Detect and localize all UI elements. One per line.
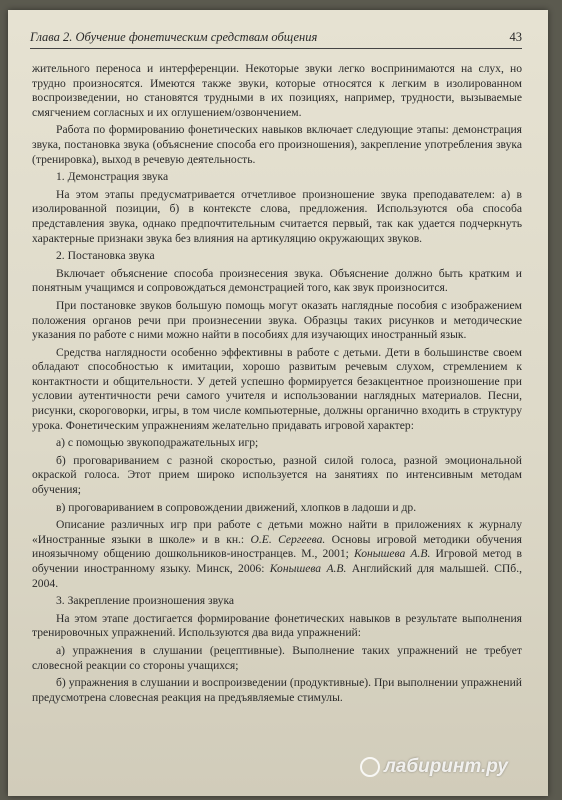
- ref-text: Английский для малышей. СПб., 2004.: [32, 562, 523, 590]
- section-heading: 2. Постановка звука: [56, 249, 155, 263]
- paragraph: При постановке звуков большую помощь могут оказать наглядные пособия с изображением положения органов речи при произнесении звука. Образцы таких рисунков и методические указания по работе с ними можно найти в пособиях для изучающих иностранный язык.: [32, 298, 522, 342]
- section-heading: 3. Закрепление произношения звука: [56, 594, 235, 608]
- paragraph: Средства наглядности особенно эффективны в работе с детьми. Дети в большинстве своем обладают способностью к имитации, хорошо развитым речевым слухом, стремлением к контактности и общительности. У детей успешно формируется безакцентное произношение при условии аутентичности речи самого учителя и использовании наглядных материалов. Песни, рисунки, скороговорки, игры, в том числе компьютерные, должны органично входить в структуру урока. Фонетическим упражнениям желательно придавать игровой характер:: [32, 345, 522, 432]
- ref-text: Описание различных игр при работе с детьми можно найти в приложениях к журналу «Иностранные языки в школе» и в кн.:: [32, 518, 522, 546]
- list-item: а) с помощью звукоподражательных игр;: [56, 436, 259, 450]
- watermark-text: лабиринт.ру: [383, 756, 508, 777]
- labirint-logo-icon: [360, 757, 380, 777]
- paragraph: На этом этапе достигается формирование фонетических навыков в результате выполнения тренировочных упражнений. Используются два вида упражнений:: [32, 611, 522, 640]
- ref-text: Основы игровой методики обучения иноязычному общению дошкольников-иностранцев. М., 2001;: [32, 532, 522, 561]
- running-header: [30, 30, 522, 49]
- ref-author: Конышева А.В.: [269, 562, 347, 575]
- list-item: а) упражнения в слушании (рецептивные). Выполнение таких упражнений не требует словесной реакции со стороны учащихся;: [32, 643, 522, 672]
- chapter-title: Глава 2. Обучение фонетическим средствам общения: [30, 30, 318, 44]
- ref-author: Конышева А.В.: [353, 547, 431, 561]
- page-number: 43: [509, 30, 522, 44]
- list-item: в) проговариванием в сопровождении движений, хлопков в ладоши и др.: [56, 500, 417, 514]
- list-item: б) проговариванием с разной скоростью, разной силой голоса, разной эмоциональной окраской голоса. Этот прием широко используется на занятиях по интенсивным методам обучения;: [32, 453, 522, 497]
- list-item: б) упражнения в слушании и воспроизведении (продуктивные). При выполнении упражнений предусмотрена словесная реакция на предъявляемые стимулы.: [32, 676, 522, 704]
- section-heading: 1. Демонстрация звука: [56, 170, 169, 184]
- paragraph: жительного переноса и интерференции. Некоторые звуки легко воспринимаются на слух, но трудно произносятся. Имеются также звуки, которые относятся к легким в изолированном воспроизведении, но становятся трудными в их позициях, например, трудности, вызываемые смягчением согласных и их оглушением/озвончением.: [32, 62, 522, 119]
- ref-text: Игровой метод в обучении иностранному языку. Минск, 2006:: [32, 547, 523, 575]
- paragraph: Работа по формированию фонетических навыков включает следующие этапы: демонстрация звука, постановка звука (объяснение способа его произношения), закрепление употребления звука (тренировка), выход в речевую деятельность.: [32, 123, 522, 166]
- book-page: [8, 10, 548, 796]
- references-paragraph: [32, 518, 522, 591]
- page-body: [32, 62, 522, 708]
- watermark: [360, 756, 508, 778]
- paragraph: На этом этапы предусматривается отчетливое произношение звука преподавателем: а) в изолированной позиции, б) в контексте слова, предложения. Используются оба способа представления звука, однако предпочтительным считается первый, так как удается подчеркнуть характерные признаки звука без влияния на артикуляцию окружающих звуков.: [32, 187, 522, 245]
- ref-author: О.Е. Сергеева.: [250, 532, 326, 546]
- paragraph: Включает объяснение способа произнесения звука. Объяснение должно быть кратким и понятным учащимся и сопровождаться демонстрацией того, как звук произносится.: [32, 266, 522, 295]
